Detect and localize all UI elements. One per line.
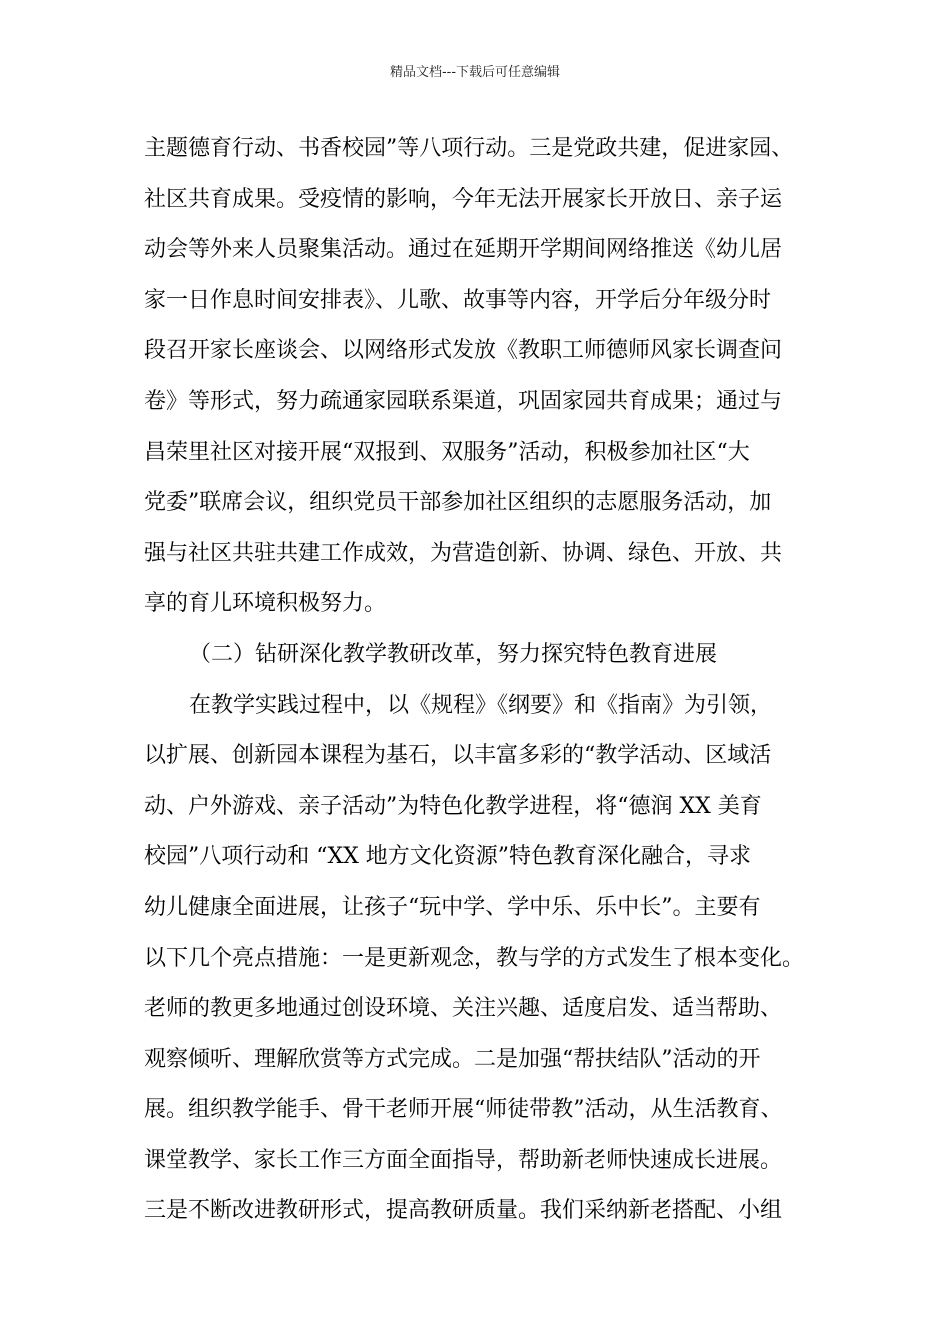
text-line: 以扩展、创新园本课程为基石，以丰富多彩的“教学活动、区域活 — [144, 743, 772, 769]
text-line: 课堂教学、家长工作三方面全面指导，帮助新老师快速成长进展。 — [144, 1147, 783, 1173]
text-line: 党委”联席会议，组织党员干部参加社区组织的志愿服务活动，加 — [144, 490, 772, 516]
text-line: 社区共育成果。受疫情的影响，今年无法开展家长开放日、亲子运 — [144, 186, 783, 212]
text-line: 卷》等形式，努力疏通家园联系渠道，巩固家园共育成果；通过与 — [144, 388, 783, 414]
page-header: 精品文档---下载后可任意编辑 — [389, 65, 561, 80]
text-line: 以下几个亮点措施：一是更新观念，教与学的方式发生了根本变化。 — [144, 945, 805, 971]
text-line: 三是不断改进教研形式，提高教研质量。我们采纳新老搭配、小组 — [144, 1198, 783, 1224]
text-line: 享的育儿环境积极努力。 — [144, 591, 387, 617]
text-line: 展。组织教学能手、骨干老师开展“师徒带教”活动，从生活教育、 — [144, 1097, 783, 1123]
text-line: 校园”八项行动和 “XX 地方文化资源”特色教育深化融合，寻求 — [144, 844, 752, 870]
text-line: 家一日作息时间安排表》、儿歌、故事等内容，开学后分年级分时 — [144, 287, 772, 313]
text-line: 幼儿健康全面进展，让孩子“玩中学、学中乐、乐中长”。主要有 — [144, 894, 761, 920]
text-line: 观察倾听、理解欣赏等方式完成。二是加强“帮扶结队”活动的开 — [144, 1046, 761, 1072]
text-line: 动、户外游戏、亲子活动”为特色化教学进程，将“德润 XX 美育 — [144, 793, 762, 819]
paragraph-first-line: 在教学实践过程中，以《规程》《纲要》和《指南》为引领， — [189, 692, 773, 718]
text-line: 昌荣里社区对接开展“双报到、双服务”活动，积极参加社区“大 — [144, 439, 750, 465]
document-body — [144, 124, 834, 1237]
text-line: 主题德育行动、书香校园”等八项行动。三是党政共建，促进家园、 — [144, 136, 794, 161]
section-heading: （二）钻研深化教学教研改革，努力探究特色教育进展 — [189, 641, 718, 667]
text-line: 老师的教更多地通过创设环境、关注兴趣、适度启发、适当帮助、 — [144, 996, 783, 1022]
text-line: 强与社区共驻共建工作成效，为营造创新、协调、绿色、开放、共 — [144, 540, 783, 566]
text-line: 动会等外来人员聚集活动。通过在延期开学期间网络推送《幼儿居 — [144, 237, 783, 263]
text-line: 段召开家长座谈会、以网络形式发放《教职工师德师风家长调查问 — [144, 338, 783, 364]
